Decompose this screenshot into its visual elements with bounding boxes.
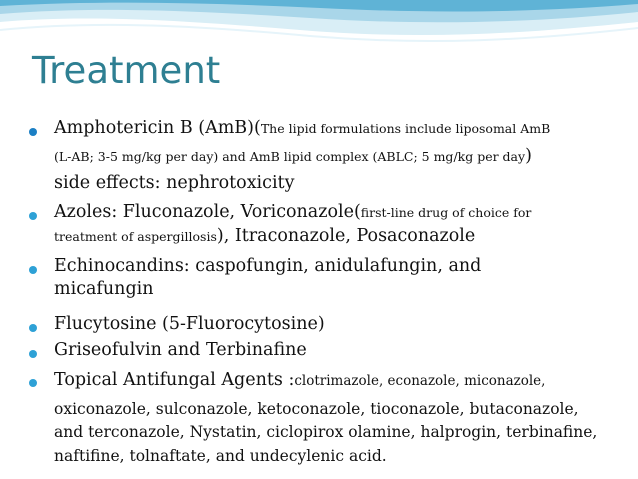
- line-small-text: The lipid formulations include liposomal AmB: [260, 121, 551, 136]
- bullet-dot-icon: [29, 266, 37, 274]
- line-small-text: treatment of aspergillosis: [54, 229, 217, 244]
- bullet-text-line: [54, 175, 294, 193]
- line-main-text: micafungin: [54, 279, 154, 299]
- bullet-text-line: [54, 281, 154, 299]
- line-main-text: oxiconazole, sulconazole, ketoconazole, tioconazole, butaconazole,: [54, 400, 579, 418]
- bullet-text-line: [54, 120, 550, 138]
- bullet-text-line: [54, 204, 531, 222]
- bullet-text-line: [54, 148, 532, 166]
- bullet-dot-icon: [29, 128, 37, 136]
- bullet-text-line: [54, 316, 325, 334]
- bullet-text-line: [54, 402, 579, 418]
- line-small-text: (L-AB; 3-5 mg/kg per day) and AmB lipid complex (ABLC; 5 mg/kg per day: [54, 149, 526, 164]
- bullet-dot-icon: [29, 379, 37, 387]
- line-main-text: Topical Antifungal Agents :: [54, 370, 295, 390]
- line-main-text: Griseofulvin and Terbinafine: [54, 340, 307, 360]
- line-main-text: Amphotericin B (AmB)(: [54, 118, 261, 138]
- line-small-text: clotrimazole, econazole, miconazole,: [294, 373, 546, 389]
- line-main-text: naftifine, tolnaftate, and undecylenic acid.: [54, 447, 387, 465]
- bullet-dot-icon: [29, 324, 37, 332]
- bullet-text-line: [54, 342, 307, 360]
- line-main-text: side effects: nephrotoxicity: [54, 173, 295, 193]
- bullet-text-line: [54, 425, 597, 441]
- line-main-text: Echinocandins: caspofungin, anidulafungin, and: [54, 256, 482, 276]
- line-main-text: Azoles: Fluconazole, Voriconazole(: [54, 202, 361, 222]
- bullet-dot-icon: [29, 212, 37, 220]
- bullet-dot-icon: [29, 350, 37, 358]
- bullet-text-line: [54, 449, 387, 465]
- bullet-text-line: [54, 372, 545, 390]
- line-small-text: first-line drug of choice for: [360, 205, 532, 220]
- line-main-text: ), Itraconazole, Posaconazole: [216, 226, 476, 246]
- slide-title: Treatment: [32, 49, 221, 92]
- bullet-text-line: [54, 258, 481, 276]
- line-main-text: ): [525, 146, 532, 166]
- line-main-text: Flucytosine (5-Fluorocytosine): [54, 314, 325, 334]
- line-main-text: and terconazole, Nystatin, ciclopirox olamine, halprogin, terbinafine,: [54, 423, 598, 441]
- bullet-text-line: [54, 228, 475, 246]
